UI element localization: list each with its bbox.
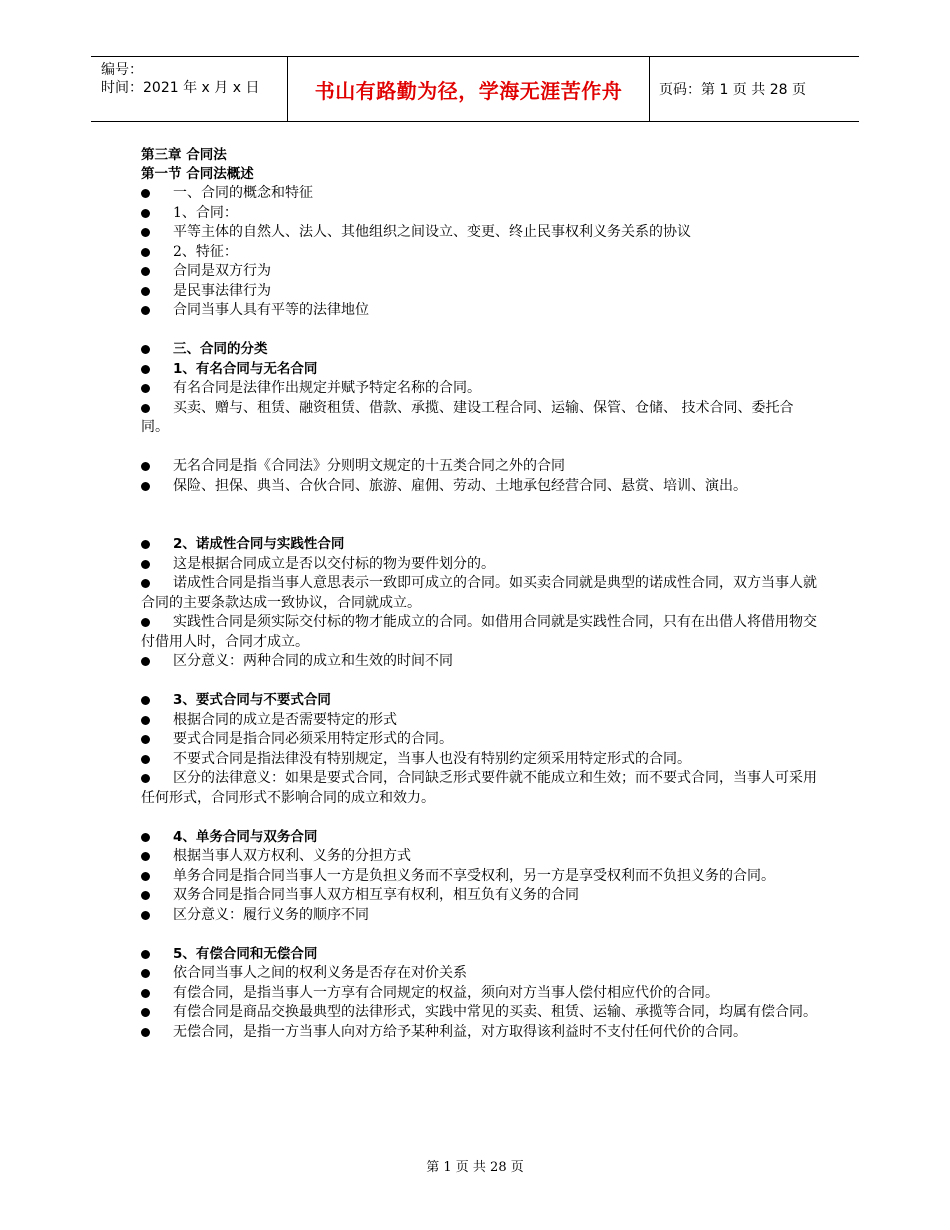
time-text: 时间：2021 年 x 月 x 日	[101, 80, 260, 96]
subsection-heading: 2、诺成性合同与实践性合同	[141, 535, 821, 555]
bullet-icon	[141, 209, 150, 218]
subsection-heading: 5、有偿合同和无偿合同	[141, 945, 821, 965]
list-item: 要式合同是指合同必须采用特定形式的合同。	[141, 730, 821, 750]
bullet-icon	[141, 989, 150, 998]
bullet-icon	[141, 345, 150, 354]
list-item: 是民事法律行为	[141, 282, 821, 302]
list-item: 1、合同：	[141, 204, 821, 224]
bullet-icon	[141, 716, 150, 725]
list-item: 诺成性合同是指当事人意思表示一致即可成立的合同。如买卖合同就是典型的诺成性合同，双方当事人就合同的主要条款达成一致协议，合同就成立。	[141, 575, 817, 611]
bullet-icon	[141, 560, 150, 569]
header-left-cell	[91, 57, 287, 121]
list-item: 实践性合同是须实际交付标的物才能成立的合同。如借用合同就是实践性合同，只有在出借人将借用物交付借用人时，合同才成立。	[141, 614, 817, 650]
list-item: 双务合同是指合同当事人双方相互享有权利，相互负有义务的合同	[141, 886, 821, 906]
list-item: 一、合同的概念和特征	[141, 184, 821, 204]
list-item: 2、特征：	[141, 243, 821, 263]
list-item: 区分意义：履行义务的顺序不同	[141, 906, 821, 926]
bullet-icon	[141, 248, 150, 257]
list-item: 有偿合同，是指当事人一方享有合同规定的权益，须向对方当事人偿付相应代价的合同。	[141, 984, 821, 1004]
list-item: 区分意义：两种合同的成立和生效的时间不同	[141, 652, 821, 672]
page-footer: 第 1 页 共 28 页	[426, 1160, 524, 1175]
bullet-icon	[141, 618, 150, 627]
bullet-icon	[141, 267, 150, 276]
bullet-icon	[141, 365, 150, 374]
bullet-icon	[141, 189, 150, 198]
bullet-icon	[141, 482, 150, 491]
list-item: 保险、担保、典当、合伙合同、旅游、雇佣、劳动、土地承包经营合同、悬赏、培训、演出。	[141, 477, 821, 497]
bullet-icon	[141, 774, 150, 783]
list-item: 这是根据合同成立是否以交付标的物为要件划分的。	[141, 555, 821, 575]
serial-label: 编号：	[101, 62, 143, 78]
document-body	[141, 146, 821, 1042]
bullet-icon	[141, 579, 150, 588]
list-item: 有偿合同是商品交换最典型的法律形式，实践中常见的买卖、租赁、运输、承揽等合同，均属有偿合同。	[141, 1003, 821, 1023]
bullet-icon	[141, 969, 150, 978]
bullet-icon	[141, 950, 150, 959]
subsection-heading: 3、要式合同与不要式合同	[141, 691, 821, 711]
page-header-table	[91, 56, 859, 122]
list-item: 合同是双方行为	[141, 262, 821, 282]
bullet-icon	[141, 911, 150, 920]
section-overview-list	[141, 184, 821, 321]
list-item: 区分的法律意义：如果是要式合同，合同缺乏形式要件就不能成立和生效；而不要式合同，当事人可采用任何形式，合同形式不影响合同的成立和效力。	[141, 770, 817, 806]
bullet-icon	[141, 540, 150, 549]
list-item: 依合同当事人之间的权利义务是否存在对价关系	[141, 964, 821, 984]
subsection-heading: 4、单务合同与双务合同	[141, 828, 821, 848]
bullet-icon	[141, 404, 150, 413]
list-item: 无偿合同，是指一方当事人向对方给予某种利益，对方取得该利益时不支付任何代价的合同。	[141, 1023, 821, 1043]
bullet-icon	[141, 833, 150, 842]
classification-heading: 三、合同的分类	[141, 340, 821, 360]
list-item: 根据合同的成立是否需要特定的形式	[141, 711, 821, 731]
list-item: 不要式合同是指法律没有特别规定，当事人也没有特别约定须采用特定形式的合同。	[141, 750, 821, 770]
list-item: 根据当事人双方权利、义务的分担方式	[141, 847, 821, 867]
bullet-icon	[141, 891, 150, 900]
list-item: 合同当事人具有平等的法律地位	[141, 301, 821, 321]
list-item: 平等主体的自然人、法人、其他组织之间设立、变更、终止民事权利义务关系的协议	[141, 223, 821, 243]
list-item: 有名合同是法律作出规定并赋予特定名称的合同。	[141, 379, 821, 399]
bullet-icon	[141, 755, 150, 764]
bullet-icon	[141, 462, 150, 471]
bullet-icon	[141, 696, 150, 705]
bullet-icon	[141, 872, 150, 881]
bullet-icon	[141, 228, 150, 237]
list-item: 买卖、赠与、租赁、融资租赁、借款、承揽、建设工程合同、运输、保管、仓储、 技术合同、委托合同。	[141, 399, 794, 435]
bullet-icon	[141, 1008, 150, 1017]
bullet-icon	[141, 735, 150, 744]
bullet-icon	[141, 852, 150, 861]
list-item: 无名合同是指《合同法》分则明文规定的十五类合同之外的合同	[141, 457, 821, 477]
list-item: 单务合同是指合同当事人一方是负担义务而不享受权利，另一方是享受权利而不负担义务的合同。	[141, 867, 821, 887]
bullet-icon	[141, 384, 150, 393]
header-page-info: 页码：第 1 页 共 28 页	[659, 82, 806, 98]
bullet-icon	[141, 306, 150, 315]
bullet-icon	[141, 1028, 150, 1037]
bullet-icon	[141, 657, 150, 666]
section-title: 第一节 合同法概述	[141, 166, 254, 182]
header-motto: 书山有路勤为径，学海无涯苦作舟	[287, 57, 650, 121]
chapter-title: 第三章 合同法	[141, 147, 227, 163]
subsection-heading: 1、有名合同与无名合同	[141, 360, 821, 380]
bullet-icon	[141, 287, 150, 296]
